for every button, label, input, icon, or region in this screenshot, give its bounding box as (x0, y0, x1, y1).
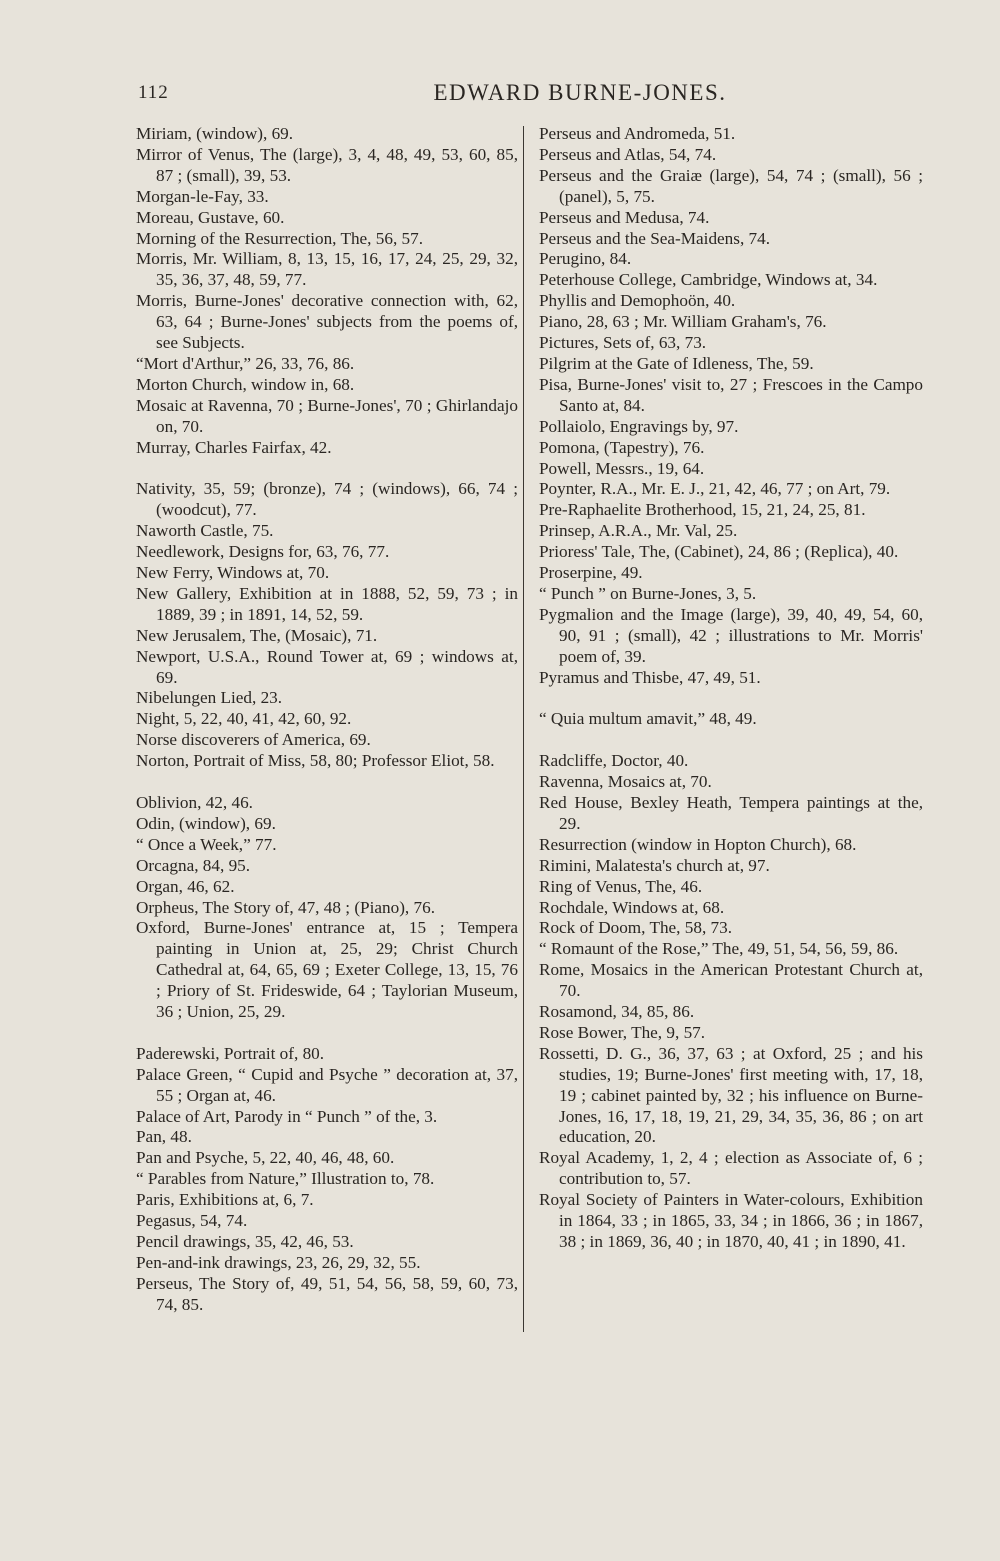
index-entry: Palace of Art, Parody in “ Punch ” of the, 3. (136, 1106, 438, 1126)
index-entry: Odin, (window), 69. (136, 813, 276, 833)
index-entry: Pisa, Burne-Jones' visit to, 27 ; Frescoes in the Campo Santo at, 84. (539, 374, 923, 415)
index-entry: Perseus and the Graiæ (large), 54, 74 ; (small), 56 ; (panel), 5, 75. (539, 165, 923, 206)
index-entry: Pygmalion and the Image (large), 39, 40, 49, 54, 60, 90, 91 ; (small), 42 ; illustrations to Mr. Morris' poem of, 39. (539, 604, 923, 666)
index-entry: Powell, Messrs., 19, 64. (539, 458, 705, 478)
index-entry: Pen-and-ink drawings, 23, 26, 29, 32, 55. (136, 1252, 421, 1272)
index-entry: Proserpine, 49. (539, 563, 643, 583)
index-entry: Rock of Doom, The, 58, 73. (539, 918, 733, 938)
page-number: 112 (138, 82, 169, 103)
index-entry: Oxford, Burne-Jones' entrance at, 15 ; Tempera painting in Union at, 25, 29; Christ Church Cathedral at, 64, 65, 69 ; Exeter College, 13, 15, 76 ; Priory of St. Frideswide, 64 ; Taylorian Museum, 36 ; Union, 25, 29. (136, 918, 518, 1022)
index-entry: Perseus and Andromeda, 51. (539, 124, 736, 143)
index-entry: Prinsep, A.R.A., Mr. Val, 25. (539, 521, 738, 541)
index-entry: Pegasus, 54, 74. (136, 1211, 248, 1231)
index-entry: Nativity, 35, 59; (bronze), 74 ; (windows), 66, 74 ; (woodcut), 77. (136, 479, 518, 520)
index-entry: Pan and Psyche, 5, 22, 40, 46, 48, 60. (136, 1148, 395, 1168)
index-entry: New Gallery, Exhibition at in 1888, 52, 59, 73 ; in 1889, 39 ; in 1891, 14, 52, 59. (136, 583, 518, 624)
index-entry: Rose Bower, The, 9, 57. (539, 1022, 706, 1042)
index-entry: Rome, Mosaics in the American Protestant Church at, 70. (539, 960, 923, 1001)
index-entry: Oblivion, 42, 46. (136, 792, 253, 812)
index-entry: New Ferry, Windows at, 70. (136, 563, 330, 583)
index-entry: Rochdale, Windows at, 68. (539, 897, 725, 917)
index-entry: Palace Green, “ Cupid and Psyche ” decoration at, 37, 55 ; Organ at, 46. (136, 1064, 518, 1105)
index-entry: Night, 5, 22, 40, 41, 42, 60, 92. (136, 709, 352, 729)
column-divider (523, 126, 524, 1332)
index-entry: Ravenna, Mosaics at, 70. (539, 772, 712, 792)
index-entry: Royal Academy, 1, 2, 4 ; election as Associate of, 6 ; contribution to, 57. (539, 1148, 923, 1189)
index-column-right (539, 124, 923, 1253)
letter-section-gap (136, 459, 518, 480)
index-entry: “Mort d'Arthur,” 26, 33, 76, 86. (136, 353, 355, 373)
index-entry: “ Quia multum amavit,” 48, 49. (539, 709, 757, 729)
index-entry: Morning of the Resurrection, The, 56, 57. (136, 228, 424, 248)
index-column-left (136, 124, 518, 1316)
letter-section-gap (136, 1023, 518, 1044)
index-entry: Pan, 48. (136, 1127, 192, 1147)
index-entry: Resurrection (window in Hopton Church), 68. (539, 834, 857, 854)
index-entry: Piano, 28, 63 ; Mr. William Graham's, 76. (539, 312, 827, 332)
index-entry: Mirror of Venus, The (large), 3, 4, 48, 49, 53, 60, 85, 87 ; (small), 39, 53. (136, 144, 518, 185)
index-entry: Orcagna, 84, 95. (136, 855, 251, 875)
index-entry: Pilgrim at the Gate of Idleness, The, 59. (539, 353, 814, 373)
index-entry: Pyramus and Thisbe, 47, 49, 51. (539, 667, 761, 687)
index-entry: Radcliffe, Doctor, 40. (539, 751, 689, 771)
index-entry: Poynter, R.A., Mr. E. J., 21, 42, 46, 77 ; on Art, 79. (539, 479, 891, 499)
index-entry: Phyllis and Demophoön, 40. (539, 291, 736, 311)
index-entry: Rossetti, D. G., 36, 37, 63 ; at Oxford, 25 ; and his studies, 19; Burne-Jones' first meeting with, 17, 18, 19 ; cabinet painted by, 32 ; his influence on Burne-Jones, 16, 17, 18, 19, 21, 29, 34, 35, 36, 86 ; on art education, 20. (539, 1043, 923, 1147)
index-entry: Nibelungen Lied, 23. (136, 688, 283, 708)
index-entry: “ Romaunt of the Rose,” The, 49, 51, 54, 56, 59, 86. (539, 939, 899, 959)
index-entry: Perseus, The Story of, 49, 51, 54, 56, 58, 59, 60, 73, 74, 85. (136, 1273, 518, 1314)
index-entry: Orpheus, The Story of, 47, 48 ; (Piano), 76. (136, 897, 436, 917)
letter-section-gap (539, 730, 923, 751)
index-entry: “ Parables from Nature,” Illustration to, 78. (136, 1169, 435, 1189)
index-entry: Peterhouse College, Cambridge, Windows at, 34. (539, 270, 878, 290)
index-entry: Organ, 46, 62. (136, 876, 235, 896)
index-entry: Pre-Raphaelite Brotherhood, 15, 21, 24, 25, 81. (539, 500, 866, 520)
index-entry: Morris, Mr. William, 8, 13, 15, 16, 17, 24, 25, 29, 32, 35, 36, 37, 48, 59, 77. (136, 249, 518, 290)
index-entry: Ring of Venus, The, 46. (539, 876, 703, 896)
index-entry: Rosamond, 34, 85, 86. (539, 1002, 695, 1022)
index-entry: Royal Society of Painters in Water-colours, Exhibition in 1864, 33 ; in 1865, 33, 34 ; in 1866, 36 ; in 1867, 38 ; in 1869, 36, 40 ; in 1870, 40, 41 ; in 1890, 41. (539, 1190, 923, 1251)
index-entry: Morton Church, window in, 68. (136, 374, 355, 394)
index-entry: Perseus and Medusa, 74. (539, 207, 710, 227)
index-entry: Murray, Charles Fairfax, 42. (136, 437, 332, 457)
index-entry: Pomona, (Tapestry), 76. (539, 437, 705, 457)
index-entry: “ Once a Week,” 77. (136, 834, 277, 854)
index-entry: Perugino, 84. (539, 249, 632, 269)
index-entry: Norse discoverers of America, 69. (136, 730, 371, 750)
index-entry: Perseus and the Sea-Maidens, 74. (539, 228, 771, 248)
index-entry: Rimini, Malatesta's church at, 97. (539, 855, 770, 875)
index-entry: Perseus and Atlas, 54, 74. (539, 144, 717, 164)
index-entry: Paderewski, Portrait of, 80. (136, 1043, 325, 1063)
index-entry: Pictures, Sets of, 63, 73. (539, 333, 707, 353)
index-entry: Norton, Portrait of Miss, 58, 80; Professor Eliot, 58. (136, 751, 495, 771)
letter-section-gap (136, 772, 518, 793)
index-entry: Morgan-le-Fay, 33. (136, 186, 269, 206)
index-entry: Needlework, Designs for, 63, 76, 77. (136, 542, 390, 562)
index-entry: Moreau, Gustave, 60. (136, 207, 285, 227)
index-entry: Mosaic at Ravenna, 70 ; Burne-Jones', 70 ; Ghirlandajo on, 70. (136, 395, 518, 436)
index-entry: Newport, U.S.A., Round Tower at, 69 ; windows at, 69. (136, 646, 518, 687)
index-entry: Miriam, (window), 69. (136, 124, 294, 143)
index-entry: Pencil drawings, 35, 42, 46, 53. (136, 1231, 354, 1251)
index-entry: Morris, Burne-Jones' decorative connection with, 62, 63, 64 ; Burne-Jones' subjects from the poems of, see Subjects. (136, 291, 518, 353)
letter-section-gap (539, 688, 923, 709)
index-entry: Naworth Castle, 75. (136, 521, 274, 541)
index-entry: Pollaiolo, Engravings by, 97. (539, 416, 739, 436)
index-entry: Paris, Exhibitions at, 6, 7. (136, 1190, 314, 1210)
index-entry: Red House, Bexley Heath, Tempera paintings at the, 29. (539, 792, 923, 833)
index-entry: “ Punch ” on Burne-Jones, 3, 5. (539, 583, 757, 603)
running-title: EDWARD BURNE-JONES. (433, 80, 727, 105)
index-entry: New Jerusalem, The, (Mosaic), 71. (136, 625, 378, 645)
index-entry: Prioress' Tale, The, (Cabinet), 24, 86 ; (Replica), 40. (539, 542, 899, 562)
